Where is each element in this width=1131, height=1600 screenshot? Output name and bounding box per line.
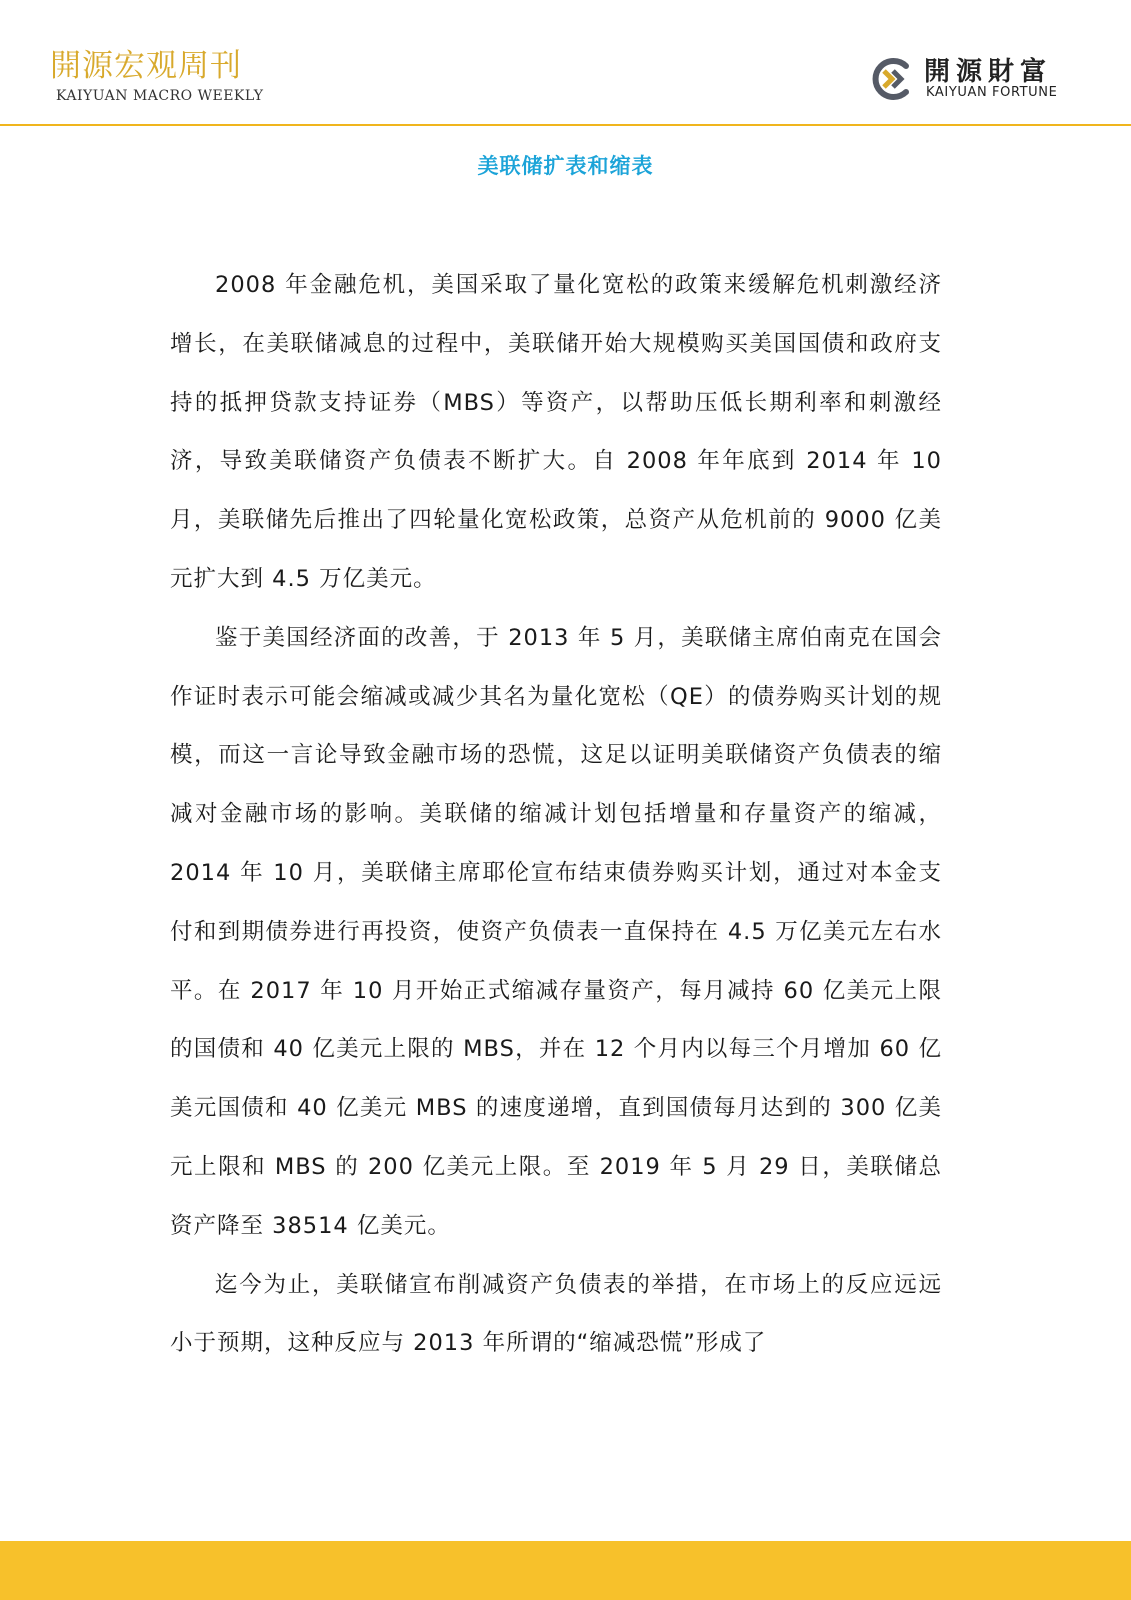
kaiyuan-logo-mark-icon	[866, 54, 916, 104]
publication-subtitle: KAIYUAN MACRO WEEKLY	[56, 88, 264, 104]
logo-name-cn: 開源財富	[924, 57, 1053, 87]
logo-name-en: KAIYUAN FORTUNE	[926, 85, 1058, 100]
kaiyuan-logo	[866, 50, 1088, 106]
section-title: 美联储扩表和缩表	[477, 154, 654, 178]
article-body	[170, 256, 942, 1373]
page-header	[0, 0, 1131, 126]
paragraph-3: 迄今为止，美联储宣布削减资产负债表的举措，在市场上的反应远远小于预期，这种反应与 2013 年所谓的“缩减恐慌”形成了	[170, 1271, 942, 1357]
header-divider	[0, 124, 1131, 126]
publication-title: 開源宏观周刊	[50, 48, 242, 84]
paragraph-1: 2008 年金融危机，美国采取了量化宽松的政策来缓解危机刺激经济增长，在美联储减息的过程中，美联储开始大规模购买美国国债和政府支持的抵押贷款支持证券（MBS）等资产，以帮助压低长期利率和刺激经济，导致美联储资产负债表不断扩大。自 2008 年年底到 2014 年 10 月，美联储先后推出了四轮量化宽松政策，总资产从危机前的 9000 亿美元扩大到 4.5 万亿美元。	[170, 272, 942, 592]
footer-band	[0, 1541, 1131, 1600]
paragraph-2: 鉴于美国经济面的改善，于 2013 年 5 月，美联储主席伯南克在国会作证时表示可能会缩减或减少其名为量化宽松（QE）的债券购买计划的规模，而这一言论导致金融市场的恐慌，这足以证明美联储资产负债表的缩减对金融市场的影响。美联储的缩减计划包括增量和存量资产的缩减，2014 年 10 月，美联储主席耶伦宣布结束债券购买计划，通过对本金支付和到期债券进行再投资，使资产负债表一直保持在 4.5 万亿美元左右水平。在 2017 年 10 月开始正式缩减存量资产，每月减持 60 亿美元上限的国债和 40 亿美元上限的 MBS，并在 12 个月内以每三个月增加 60 亿美元国债和 40 亿美元 MBS 的速度递增，直到国债每月达到的 300 亿美元上限和 MBS 的 200 亿美元上限。至 2019 年 5 月 29 日，美联储总资产降至 38514 亿美元。	[170, 624, 942, 1239]
